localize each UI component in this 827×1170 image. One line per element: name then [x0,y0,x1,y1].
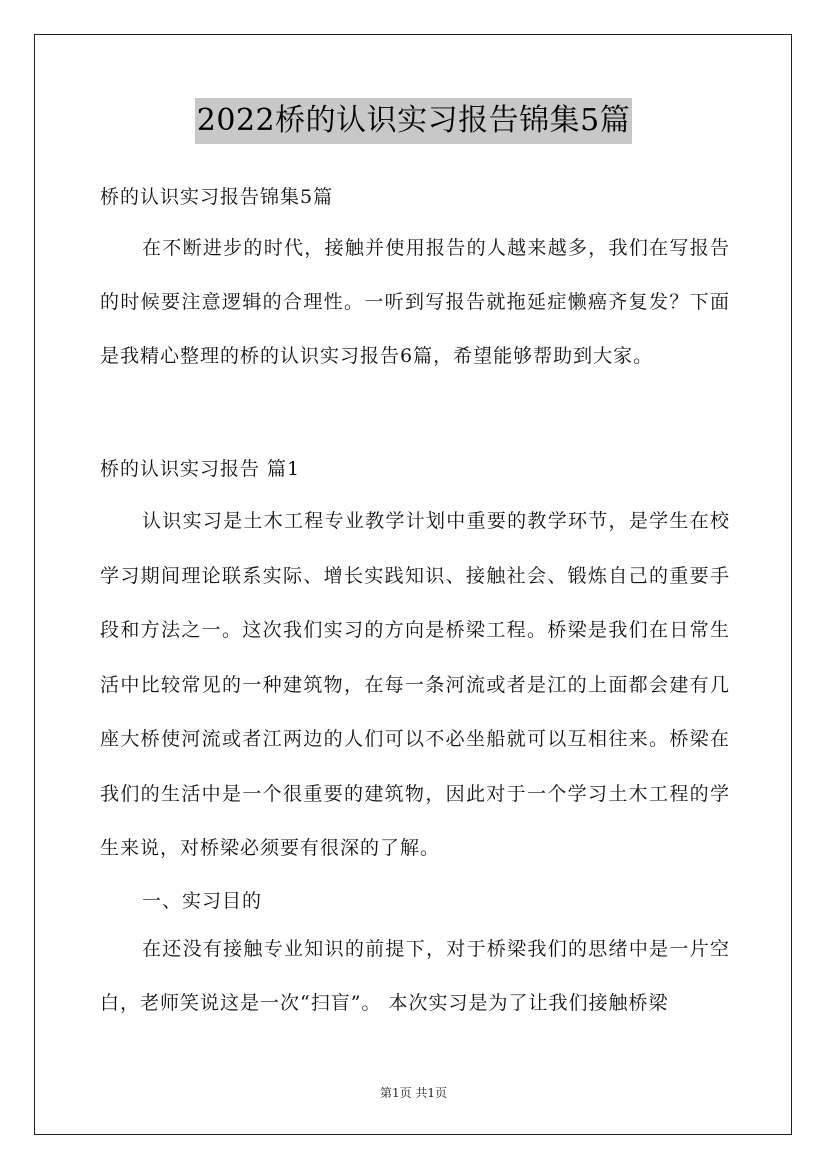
document-title: 2022桥的认识实习报告锦集5篇 [195,98,632,144]
purpose-paragraph [100,922,730,1030]
intro-paragraph [100,221,730,383]
purpose-text: 在还没有接触专业知识的前提下，对于桥梁我们的思绪中是一片空白，老师笑说这是一次“扫盲”。 本次实习是为了让我们接触桥梁 [100,938,730,1014]
title-container [0,98,827,144]
section-heading: 桥的认识实习报告 篇1 [100,458,301,480]
section-body-text: 认识实习是土木工程专业教学计划中重要的教学环节，是学生在校学习期间理论联系实际、增长实践知识、接触社会、锻炼自己的重要手段和方法之一。这次我们实习的方向是桥梁工程。桥梁是我们在日常生活中比较常见的一种建筑物，在每一条河流或者是江的上面都会建有几座大桥使河流或者江两边的人们可以不必坐船就可以互相往来。桥梁在我们的生活中是一个很重要的建筑物，因此对于一个学习土木工程的学生来说，对桥梁必须要有很深的了解。 [100,510,730,859]
subheading-purpose: 一、实习目的 [142,890,263,912]
intro-text: 在不断进步的时代，接触并使用报告的人越来越多，我们在写报告的时候要注意逻辑的合理性。一听到写报告就拖延症懒癌齐复发？下面是我精心整理的桥的认识实习报告6篇，希望能够帮助到大家。 [100,237,730,367]
page-footer: 第1页 共1页 [379,1086,448,1100]
section-body-paragraph [100,494,730,876]
document-subtitle: 桥的认识实习报告锦集5篇 [100,186,334,208]
